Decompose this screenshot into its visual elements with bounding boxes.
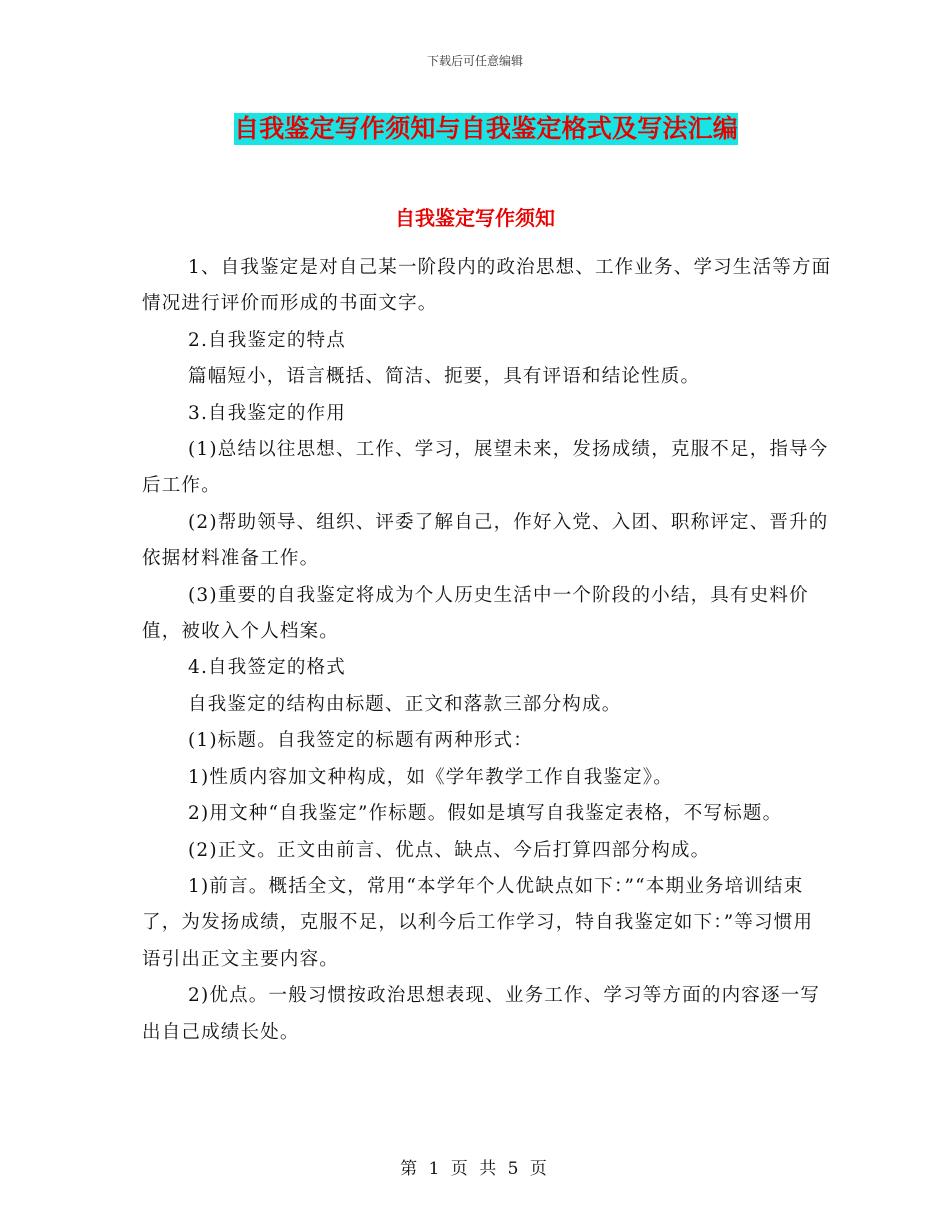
- paragraph-title-type-1: 1)性质内容加文种构成，如《学年教学工作自我鉴定》。: [188, 766, 673, 788]
- paragraph-format-heading: 4.自我签定的格式: [188, 657, 346, 679]
- paragraph-format-structure: 自我鉴定的结构由标题、正文和落款三部分构成。: [188, 693, 622, 715]
- paragraph-title-type-2: 2)用文种“自我鉴定”作标题。假如是填写自我鉴定表格，不写标题。: [188, 803, 783, 825]
- document-body: [142, 250, 832, 1051]
- paragraph-purpose-3: (3)重要的自我鉴定将成为个人历史生活中一个阶段的小结，具有史料价值，被收入个人档案。: [142, 584, 809, 643]
- paragraph-body-structure: (2)正文。正文由前言、优点、缺点、今后打算四部分构成。: [188, 839, 711, 861]
- document-title: 自我鉴定写作须知与自我鉴定格式及写法汇编: [234, 114, 739, 143]
- paragraph-title-types: (1)标题。自我签定的标题有两种形式：: [188, 730, 534, 752]
- paragraph-definition: 1、自我鉴定是对自己某一阶段内的政治思想、工作业务、学习生活等方面情况进行评价而形成的书面文字。: [142, 257, 832, 315]
- paragraph-features-heading: 2.自我鉴定的特点: [188, 329, 346, 351]
- paragraph-purpose-1: (1)总结以往思想、工作、学习，展望未来，发扬成绩，克服不足，指导今后工作。: [142, 439, 829, 497]
- paragraph-strengths: 2)优点。一般习惯按政治思想表现、业务工作、学习等方面的内容逐一写出自己成绩长处。: [142, 985, 821, 1043]
- paragraph-preface: 1)前言。概括全文，常用“本学年个人优缺点如下：”“本期业务培训结束了，为发扬成绩，克服不足，以利今后工作学习，特自我鉴定如下：”等习惯用语引出正文主要内容。: [142, 875, 814, 970]
- paragraph-purpose-heading: 3.自我鉴定的作用: [188, 402, 346, 424]
- header-note: 下载后可任意编辑: [426, 54, 523, 68]
- page-number: 第 1 页 共 5 页: [400, 1159, 550, 1179]
- section-title: 自我鉴定写作须知: [395, 206, 555, 230]
- paragraph-features: 篇幅短小，语言概括、简洁、扼要，具有评语和结论性质。: [188, 366, 701, 388]
- paragraph-purpose-2: (2)帮助领导、组织、评委了解自己，作好入党、入团、职称评定、晋升的依据材料准备工作。: [142, 511, 829, 570]
